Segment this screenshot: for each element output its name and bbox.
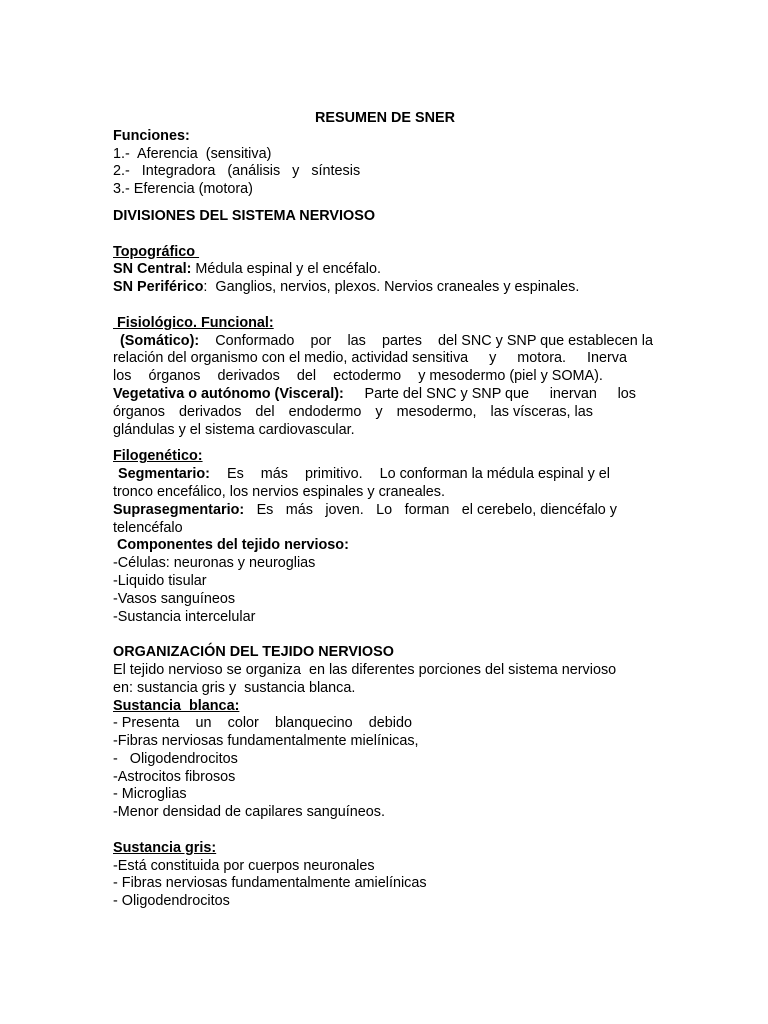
somatico-word: derivados bbox=[217, 368, 280, 385]
somatico-line bbox=[113, 333, 653, 351]
blanca-word: - Presenta bbox=[113, 715, 180, 732]
sn-periferico-text: : Ganglios, nervios, plexos. Nervios craneales y espinales. bbox=[203, 279, 580, 296]
sn-central-line bbox=[113, 261, 653, 279]
somatico-label: (Somático): bbox=[120, 332, 200, 349]
vegetativa-word: las vísceras, las bbox=[490, 403, 593, 420]
segmentario-word: más bbox=[260, 466, 288, 483]
sn-central-text: Médula espinal y el encéfalo. bbox=[191, 261, 381, 278]
suprasegmentario-label: Suprasegmentario: bbox=[113, 501, 245, 518]
blanca-word: blanquecino bbox=[274, 715, 353, 732]
vegetativa-line bbox=[113, 386, 636, 404]
suprasegmentario-word: Lo bbox=[376, 501, 393, 518]
suprasegmentario-word: forman bbox=[404, 501, 450, 518]
sustancia-blanca-heading: Sustancia blanca: bbox=[113, 697, 240, 714]
blanca-word: debido bbox=[368, 715, 412, 732]
document-page bbox=[113, 110, 653, 911]
vegetativa-word: inervan bbox=[549, 385, 597, 402]
sustancia-gris-heading: Sustancia gris: bbox=[113, 839, 217, 856]
somatico-word: motora. bbox=[517, 350, 567, 367]
segmentario-word: Lo conforman la médula espinal y el bbox=[379, 466, 610, 483]
segmentario-word: primitivo. bbox=[305, 466, 363, 483]
vegetativa-line bbox=[113, 404, 593, 422]
divisiones-heading: DIVISIONES DEL SISTEMA NERVIOSO bbox=[113, 207, 376, 224]
componentes-item: -Células: neuronas y neuroglias bbox=[113, 555, 316, 572]
componentes-item: -Vasos sanguíneos bbox=[113, 590, 236, 607]
somatico-word: del SNC y SNP que establecen la bbox=[438, 332, 653, 349]
vegetativa-label: Vegetativa o autónomo (Visceral): bbox=[113, 385, 344, 402]
sustancia-blanca-item: -Fibras nerviosas fundamentalmente mielínicas, bbox=[113, 733, 419, 750]
somatico-word: partes bbox=[381, 332, 422, 349]
vegetativa-word: mesodermo, bbox=[396, 403, 477, 420]
suprasegmentario-word: Es bbox=[256, 501, 274, 518]
sustancia-gris-item: - Fibras nerviosas fundamentalmente amielínicas bbox=[113, 875, 427, 892]
somatico-word: Conformado bbox=[215, 332, 295, 349]
sustancia-gris-item: -Está constituida por cuerpos neuronales bbox=[113, 857, 375, 874]
vegetativa-word: endodermo bbox=[288, 403, 362, 420]
sn-periferico-line bbox=[113, 279, 653, 297]
somatico-word: del bbox=[296, 368, 317, 385]
componentes-item: -Sustancia intercelular bbox=[113, 608, 256, 625]
somatico-word: las bbox=[347, 332, 366, 349]
sustancia-gris-item: - Oligodendrocitos bbox=[113, 893, 230, 910]
somatico-word: órganos bbox=[148, 368, 201, 385]
suprasegmentario-word: más bbox=[285, 501, 313, 518]
fisiologico-heading: Fisiológico. Funcional: bbox=[113, 314, 274, 331]
sn-central-label: SN Central: bbox=[113, 261, 192, 278]
somatico-line bbox=[113, 368, 603, 386]
somatico-word: y mesodermo (piel y SOMA). bbox=[418, 368, 603, 385]
funciones-item: 3.- Eferencia (motora) bbox=[113, 181, 253, 198]
funciones-item: 1.- Aferencia (sensitiva) bbox=[113, 145, 272, 162]
organizacion-heading: ORGANIZACIÓN DEL TEJIDO NERVIOSO bbox=[113, 644, 394, 661]
document-title: RESUMEN DE SNER bbox=[315, 110, 455, 126]
sn-periferico-label: SN Periférico bbox=[113, 279, 204, 296]
organizacion-paragraph-line: El tejido nervioso se organiza en las diferentes porciones del sistema nervioso bbox=[113, 661, 617, 678]
topografico-heading: Topográfico bbox=[113, 243, 200, 260]
somatico-word: y bbox=[489, 350, 497, 367]
organizacion-paragraph-line: en: sustancia gris y sustancia blanca. bbox=[113, 679, 356, 696]
blanca-word: color bbox=[227, 715, 259, 732]
somatico-word: por bbox=[310, 332, 332, 349]
somatico-word: Inerva bbox=[586, 350, 627, 367]
sustancia-blanca-item: -Astrocitos fibrosos bbox=[113, 768, 236, 785]
somatico-word: ectodermo bbox=[333, 368, 402, 385]
componentes-heading: Componentes del tejido nervioso: bbox=[113, 537, 349, 554]
somatico-line bbox=[113, 350, 627, 368]
componentes-item: -Liquido tisular bbox=[113, 572, 207, 589]
suprasegmentario-word: joven. bbox=[325, 501, 364, 518]
suprasegmentario-line: telencéfalo bbox=[113, 519, 183, 536]
suprasegmentario-line bbox=[113, 502, 617, 520]
segmentario-line bbox=[113, 466, 610, 484]
somatico-word: relación del organismo con el medio, actividad sensitiva bbox=[113, 350, 469, 367]
segmentario-label: Segmentario: bbox=[118, 466, 210, 483]
sustancia-blanca-item: -Menor densidad de capilares sanguíneos. bbox=[113, 804, 385, 821]
blanca-word: un bbox=[195, 715, 212, 732]
sustancia-blanca-item bbox=[113, 715, 412, 733]
somatico-word: los bbox=[113, 368, 132, 385]
sustancia-blanca-item: - Microglias bbox=[113, 786, 187, 803]
vegetativa-word: del bbox=[255, 403, 275, 420]
vegetativa-word: derivados bbox=[179, 403, 242, 420]
funciones-item: 2.- Integradora (análisis y síntesis bbox=[113, 163, 361, 180]
vegetativa-word: Parte del SNC y SNP que bbox=[364, 385, 530, 402]
filogenetico-heading: Filogenético: bbox=[113, 448, 203, 465]
funciones-heading: Funciones: bbox=[113, 127, 190, 144]
vegetativa-line: glándulas y el sistema cardiovascular. bbox=[113, 421, 355, 438]
sustancia-blanca-item: - Oligodendrocitos bbox=[113, 750, 238, 767]
suprasegmentario-word: el cerebelo, diencéfalo y bbox=[461, 501, 617, 518]
segmentario-word: Es bbox=[226, 466, 244, 483]
vegetativa-word: y bbox=[375, 403, 383, 420]
vegetativa-word: órganos bbox=[113, 403, 166, 420]
vegetativa-word: los bbox=[617, 385, 636, 402]
segmentario-line: tronco encefálico, los nervios espinales y craneales. bbox=[113, 483, 445, 500]
